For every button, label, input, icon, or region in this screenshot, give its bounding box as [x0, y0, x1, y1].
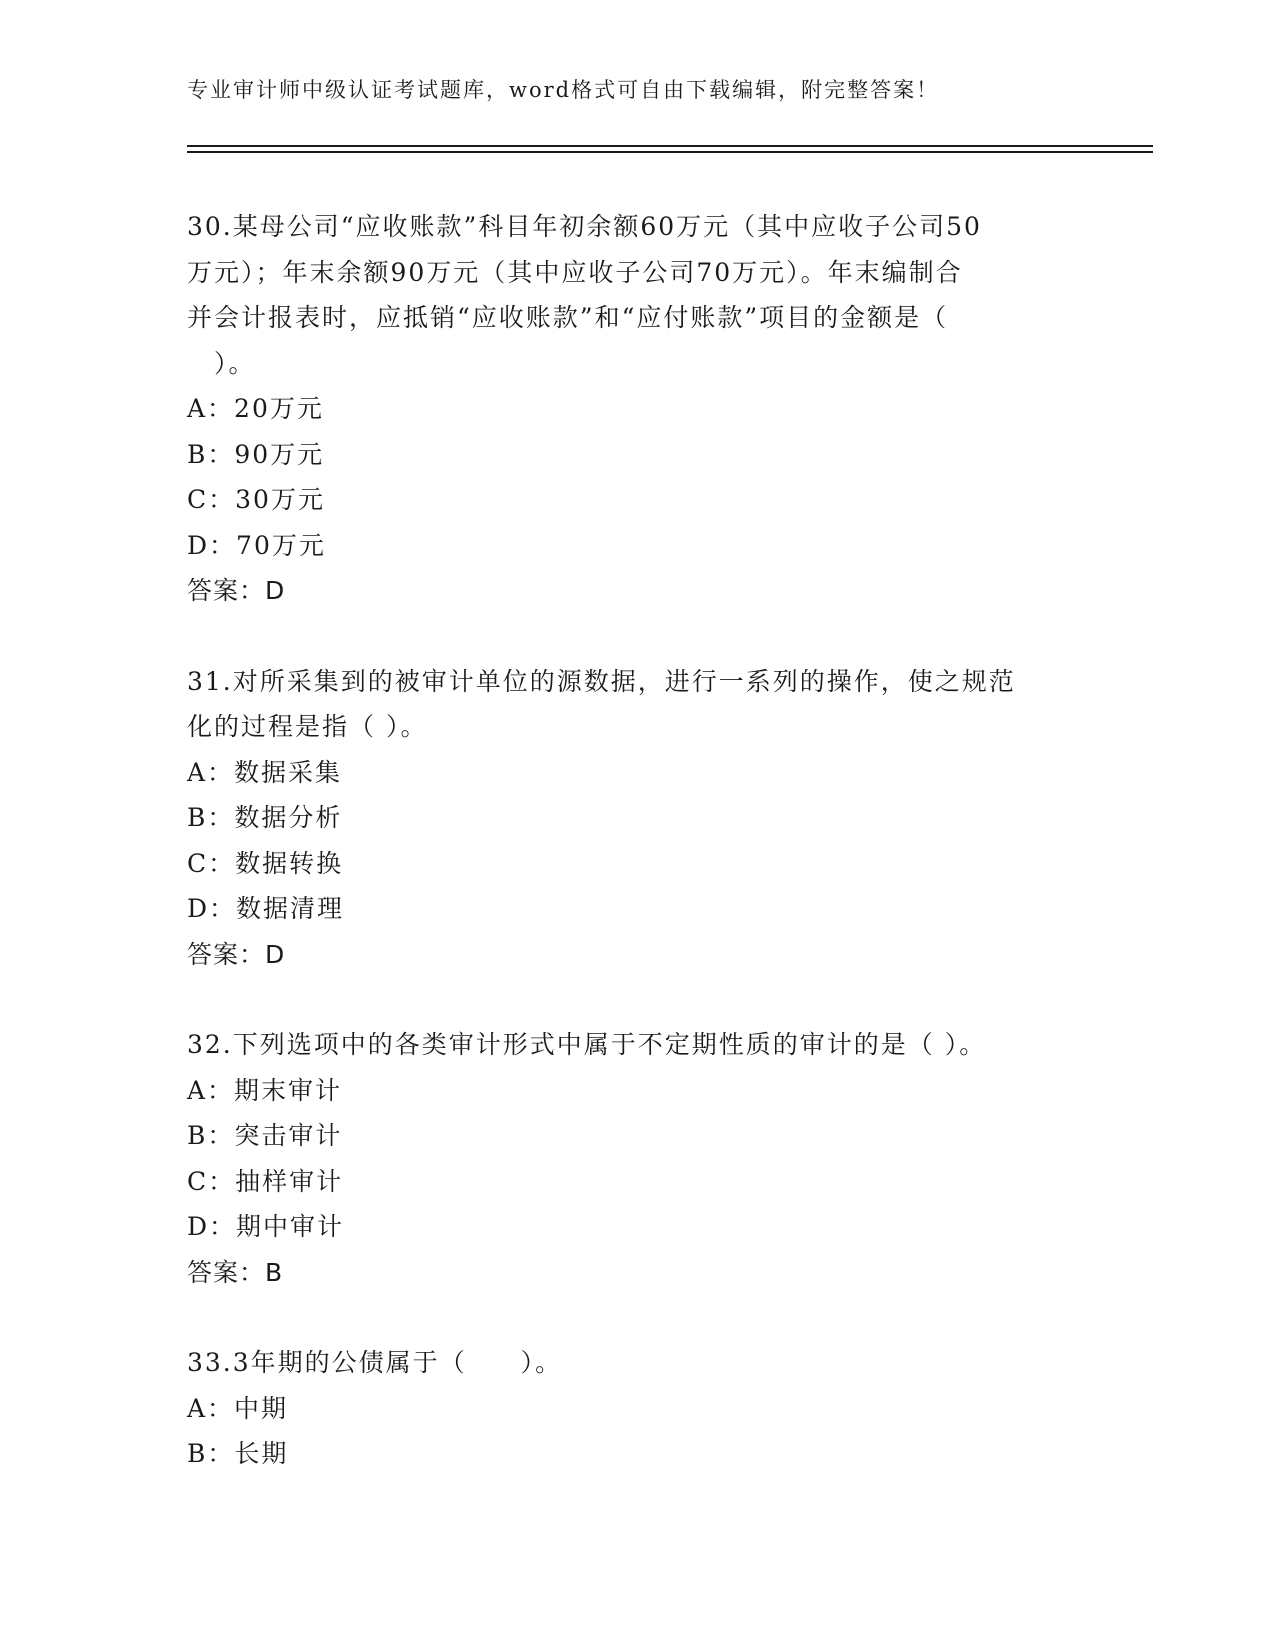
option-b: B：数据分析 — [187, 803, 343, 832]
question-spacer — [187, 1295, 1087, 1340]
answer-label: 答案：D — [187, 576, 286, 605]
question-stem — [187, 1022, 1087, 1068]
option-a: A：中期 — [187, 1393, 289, 1423]
question-stem — [187, 204, 1087, 386]
option-d: D：数据清理 — [187, 894, 345, 923]
question-33 — [187, 1340, 1087, 1477]
stem-line: 并会计报表时，应抵销“应收账款”和“应付账款”项目的金额是（ — [187, 303, 949, 332]
question-list — [187, 204, 1087, 1477]
option-a: A：期末审计 — [187, 1075, 343, 1105]
option-a: A：数据采集 — [187, 757, 343, 787]
stem-line: 30.某母公司“应收账款”科目年初余额60万元（其中应收子公司50 — [187, 212, 982, 241]
question-spacer — [187, 614, 1087, 659]
question-spacer — [187, 977, 1087, 1022]
option-c: C：数据转换 — [187, 848, 344, 878]
stem-line: 31.对所采集到的被审计单位的源数据，进行一系列的操作，使之规范 — [187, 666, 1016, 696]
option-b: B：长期 — [187, 1439, 289, 1468]
stem-line: 33.3年期的公债属于（ ）。 — [187, 1348, 563, 1377]
question-stem — [187, 1340, 1087, 1386]
option-b: B：突击审计 — [187, 1121, 343, 1150]
question-32 — [187, 1022, 1087, 1295]
question-30 — [187, 204, 1087, 614]
option-a: A：20万元 — [187, 394, 324, 423]
stem-line: 32.下列选项中的各类审计形式中属于不定期性质的审计的是（ ）。 — [187, 1030, 987, 1059]
option-d: D：期中审计 — [187, 1212, 345, 1241]
option-b: B：90万元 — [187, 439, 325, 469]
header-divider — [187, 145, 1153, 153]
option-c: C：抽样审计 — [187, 1166, 344, 1196]
stem-line: 万元）；年末余额90万元（其中应收子公司70万元）。年末编制合 — [187, 257, 963, 287]
page-header: 专业审计师中级认证考试题库，word格式可自由下载编辑，附完整答案！ — [187, 78, 940, 102]
option-c: C：30万元 — [187, 485, 325, 514]
stem-line: ）。 — [187, 348, 256, 378]
stem-line: 化的过程是指（ ）。 — [187, 712, 428, 741]
question-31 — [187, 659, 1087, 978]
answer-label: 答案：B — [187, 1257, 284, 1287]
answer-label: 答案：D — [187, 939, 286, 969]
option-d: D：70万元 — [187, 530, 326, 560]
question-stem — [187, 659, 1087, 750]
